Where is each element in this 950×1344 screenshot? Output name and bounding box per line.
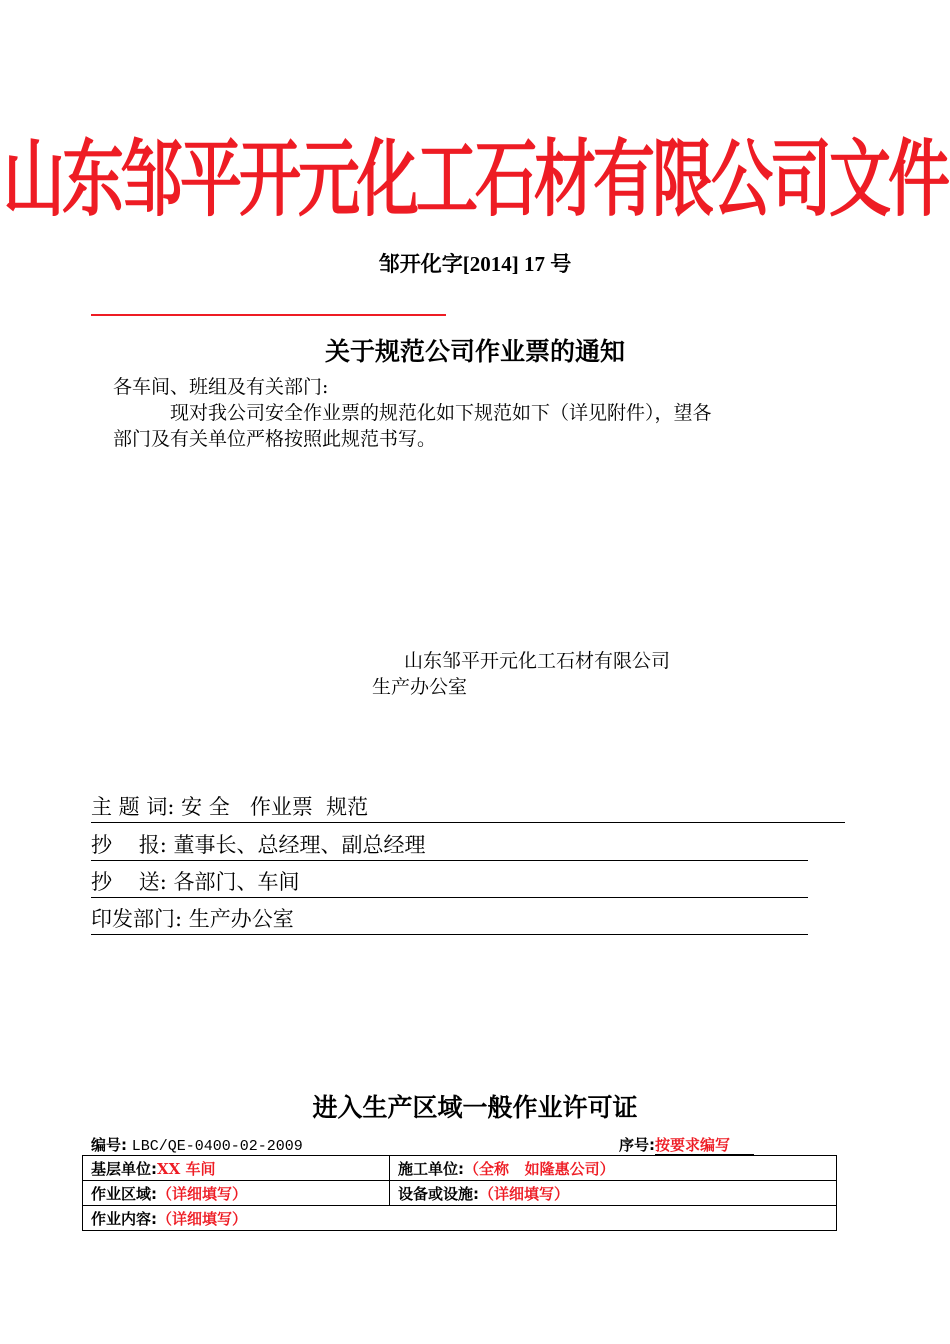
permit-cell-contractor	[390, 1156, 837, 1181]
red-divider-line	[91, 314, 446, 316]
notice-title: 关于规范公司作业票的通知	[324, 337, 625, 366]
permit-code-label: 编号:	[91, 1136, 127, 1154]
permit-serial	[619, 1134, 754, 1155]
cell-label: 作业区域:	[91, 1184, 157, 1203]
permit-code	[91, 1134, 303, 1155]
document-number: 邹开化字[2014] 17 号	[378, 252, 572, 276]
permit-serial-label: 序号:	[619, 1136, 655, 1154]
permit-code-value: LBC/QE-0400-02-2009	[131, 1138, 303, 1155]
footer-report-label: 抄 报:	[91, 833, 167, 857]
permit-cell-base-unit	[83, 1156, 390, 1181]
cell-value: （详细填写）	[479, 1184, 570, 1203]
cell-value: （详细填写）	[157, 1209, 248, 1228]
footer-copy-value: 各部门、车间	[173, 870, 300, 894]
footer-issuer-label: 印发部门:	[91, 907, 183, 931]
cell-value: XX 车间	[157, 1159, 216, 1178]
cell-value: （详细填写）	[157, 1184, 248, 1203]
cell-label: 设备或设施:	[398, 1184, 479, 1203]
cell-label: 作业内容:	[91, 1209, 157, 1228]
permit-title: 进入生产区域一般作业许可证	[312, 1093, 638, 1122]
permit-cell-work-content	[83, 1206, 837, 1231]
footer-subject-row	[91, 792, 845, 823]
cell-label: 施工单位:	[398, 1159, 464, 1178]
table-row	[83, 1206, 837, 1231]
permit-table	[82, 1155, 837, 1231]
footer-issuer-row	[91, 904, 808, 935]
notice-body-line2: 部门及有关单位严格按照此规范书写。	[113, 428, 437, 450]
signature-company: 山东邹平开元化工石材有限公司	[404, 650, 671, 672]
footer-copy-row	[91, 867, 808, 898]
notice-salutation: 各车间、班组及有关部门:	[113, 376, 329, 398]
footer-report-row	[91, 830, 808, 861]
cell-label: 基层单位:	[91, 1159, 157, 1178]
table-row	[83, 1181, 837, 1206]
footer-subject-value: 安 全 作业票 规范	[181, 795, 369, 819]
cell-value: （全称 如隆惠公司）	[464, 1159, 615, 1178]
document-banner: 山东邹平开元化工石材有限公司文件	[2, 129, 947, 229]
permit-cell-equipment	[390, 1181, 837, 1206]
signature-office: 生产办公室	[372, 676, 468, 698]
notice-body-line1: 现对我公司安全作业票的规范化如下规范如下（详见附件），望各	[170, 402, 712, 424]
footer-copy-label: 抄 送:	[91, 870, 167, 894]
footer-subject-label: 主 题 词:	[91, 795, 175, 819]
footer-issuer-value: 生产办公室	[188, 907, 294, 931]
permit-cell-work-area	[83, 1181, 390, 1206]
table-row	[83, 1156, 837, 1181]
permit-serial-value: 按要求编写	[655, 1136, 754, 1155]
footer-report-value: 董事长、总经理、副总经理	[173, 833, 426, 857]
